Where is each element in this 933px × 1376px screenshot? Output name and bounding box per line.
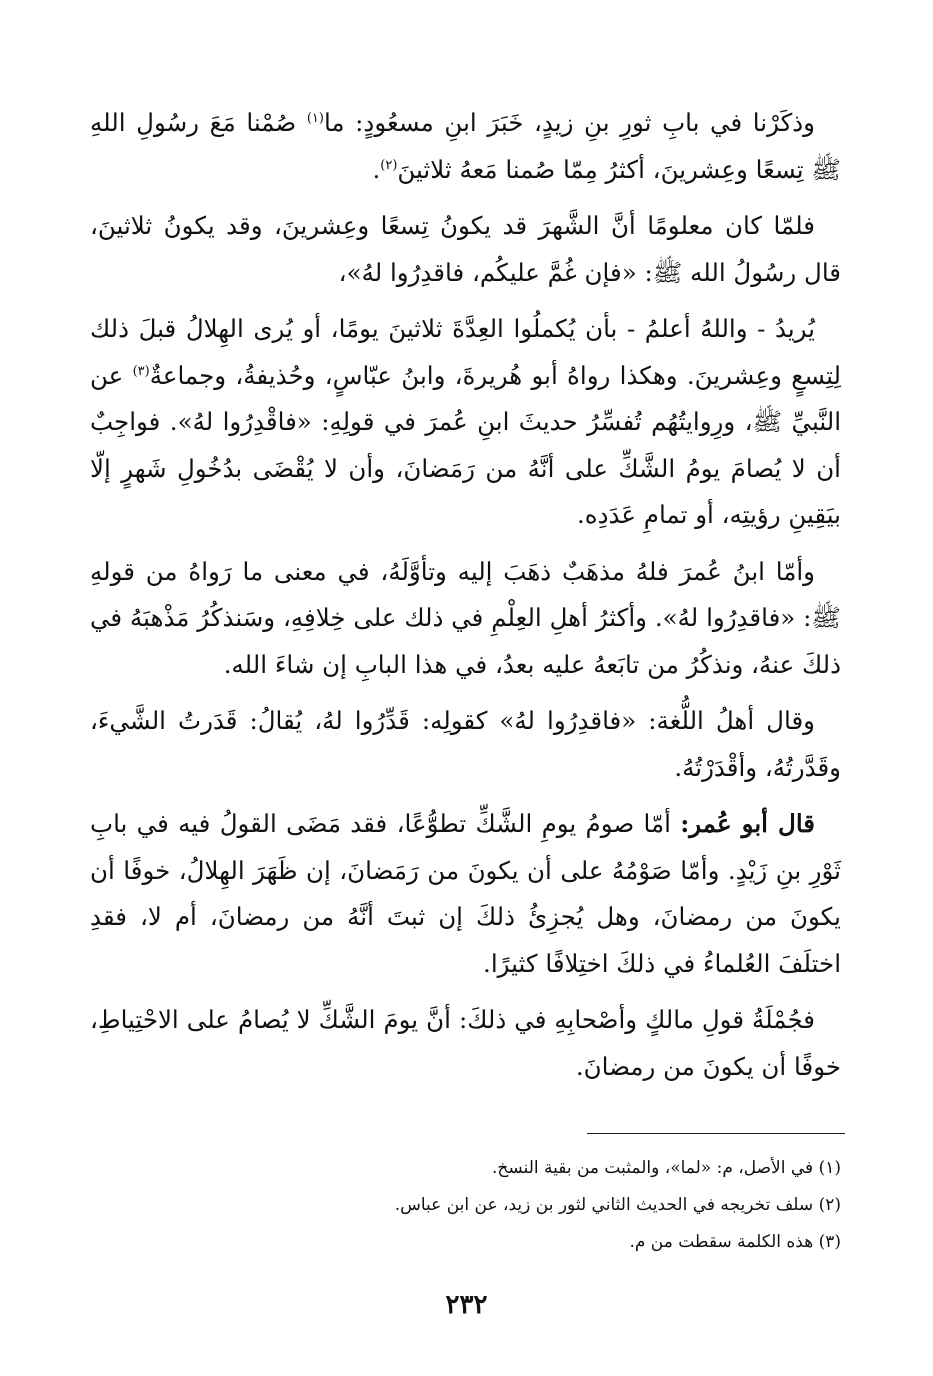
paragraph-6-text: أمّا صومُ يومِ الشَّكِّ تطوُّعًا، فقد مَضَى القولُ فيه في بابِ ثَوْرِ بنِ زَيْدٍ. وأمّا صَوْمُهُ على أن يكونَ من رَمَضانَ، إن ظَهَرَ الهِلالُ، خوفًا أن يكونَ من رمضانَ، وهل يُجزِئُ ذلكَ إن ثبتَ أنَّهُ من رمضانَ، أم لا، فقدِ اختلَفَ العُلماءُ في ذلكَ اختِلافًا كثيرًا. xyxy=(90,809,841,978)
main-text xyxy=(90,100,841,1100)
paragraph-2: فلمّا كان معلومًا أنَّ الشَّهرَ قد يكونُ تِسعًا وعِشرينَ، وقد يكونُ ثلاثينَ، قال رسُولُ الله ﷺ: «فإن غُمَّ عليكُم، فاقدِرُوا لهُ»، xyxy=(90,211,841,287)
paragraph-3 xyxy=(90,306,841,539)
paragraph-4: وأمّا ابنُ عُمرَ فلهُ مذهَبٌ ذهَبَ إليه وتأوَّلَهُ، في معنى ما رَواهُ من قولهِ ﷺ: «فاقدِرُوا لهُ». وأكثرُ أهلِ العِلْمِ في ذلك على خِلافِهِ، وسَنذكُرُ مَذْهبَهُ في ذلكَ عنهُ، ونذكُرُ من تابَعهُ عليه بعدُ، في هذا البابِ إن شاءَ الله. xyxy=(90,556,841,679)
footnote-ref-2: (٢) xyxy=(380,157,398,173)
paragraph-5: وقال أهلُ اللُّغة: «فاقدِرُوا لهُ» كقولِه: قَدِّرُوا لهُ، يُقالُ: قَدَرتُ الشَّيءَ، وقَدَّرتُهُ، وأقْدَرْتُهُ. xyxy=(90,706,841,782)
footnote-1: (١) في الأصل، م: «لما»، والمثبت من بقية النسخ. xyxy=(492,1158,841,1178)
paragraph-6 xyxy=(90,801,841,987)
paragraph-3-text-a: يُريدُ - واللهُ أعلمُ - بأن يُكملُوا العِدَّةَ ثلاثينَ يومًا، أو يُرى الهِلالُ قبلَ ذلك لِتِسعٍ وعِشرينَ. وهكذا رواهُ أبو هُريرةَ، وابنُ عبّاسٍ، وحُذيفةُ، وجماعةٌ xyxy=(90,314,841,390)
footnote-ref-1: (١) xyxy=(306,110,324,126)
footnote-ref-3: (٣) xyxy=(132,363,150,379)
paragraph-3-text-b: عن النَّبيِّ ﷺ، ورِوايتُهُم تُفسِّرُ حديثَ ابنِ عُمرَ في قولِهِ: «فاقْدِرُوا لهُ». فواجِبٌ أن لا يُصامَ يومُ الشَّكِّ على أنَّهُ من رَمَضانَ، وأن لا يُقْضَى بدُخُولِ شَهرٍ إلّا بيَقِينِ رؤيتِه، أو تمامِ عَدَدِه. xyxy=(90,360,841,529)
footnote-3: (٣) هذه الكلمة سقطت من م. xyxy=(629,1232,841,1252)
paragraph-1-text-b: صُمْنا مَعَ رسُولِ اللهِ ﷺ تِسعًا وعِشرينَ، أكثرُ مِمّا صُمنا مَعهُ ثلاثينَ xyxy=(90,108,841,184)
footnote-2: (٢) سلف تخريجه في الحديث الثاني لثور بن زيد، عن ابن عباس. xyxy=(394,1195,841,1215)
footnote-divider xyxy=(587,1133,845,1134)
paragraph-1-text-a: وذكَرْنا في بابِ ثورِ بنِ زيدٍ، خَبَرَ ابنِ مسعُودٍ: ما xyxy=(323,108,815,137)
paragraph-1-text-c: . xyxy=(372,154,381,184)
speaker-label: قال أبو عُمر: xyxy=(680,809,815,838)
page-number: ٢٣٢ xyxy=(445,1290,488,1320)
paragraph-1 xyxy=(90,100,841,193)
footnotes xyxy=(90,1150,841,1261)
paragraph-7: فجُمْلَةُ قولِ مالكٍ وأصْحابِهِ في ذلكَ: أنَّ يومَ الشَّكِّ لا يُصامُ على الاحْتِياطِ، خوفًا أن يكونَ من رمضانَ. xyxy=(90,1005,841,1081)
